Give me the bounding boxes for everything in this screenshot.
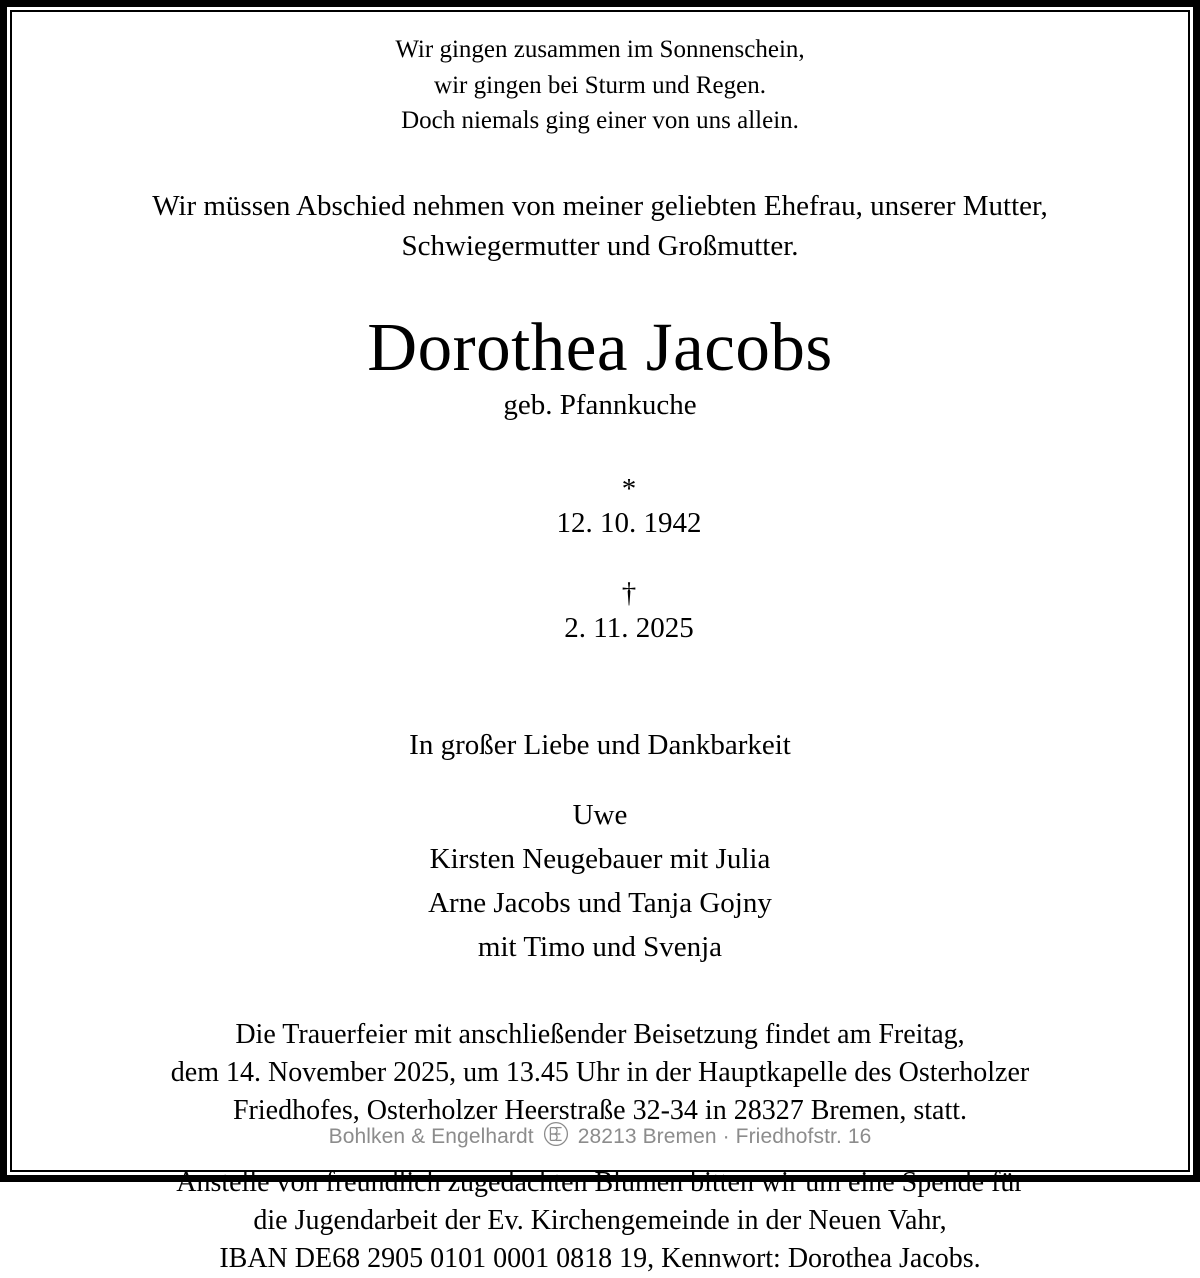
donation-line: IBAN DE68 2905 0101 0001 0818 19, Kennwort: Dorothea Jacobs. — [219, 1242, 981, 1274]
funeral-home-address: 28213 Bremen · Friedhofstr. 16 — [577, 1125, 872, 1148]
farewell-statement — [28, 186, 1172, 266]
service-details — [28, 1016, 1172, 1130]
survivor-line: Arne Jacobs und Tanja Gojny — [428, 887, 772, 920]
farewell-line: Schwiegermutter und Großmutter. — [401, 229, 799, 262]
funeral-home-footer — [7, 1121, 1193, 1153]
service-line: Die Trauerfeier mit anschließender Beisetzung findet am Freitag, — [235, 1018, 965, 1050]
dedication-line: In großer Liebe und Dankbarkeit — [409, 729, 791, 762]
donation-line: Anstelle von freundlich zugedachten Blumen bitten wir um eine Spende für — [176, 1166, 1024, 1198]
poem-line: Wir gingen zusammen im Sonnenschein, — [395, 36, 805, 63]
survivor-line: Uwe — [572, 799, 628, 832]
poem-block — [28, 32, 1172, 139]
survivors-block — [28, 793, 1172, 969]
deceased-name: Dorothea Jacobs — [367, 308, 833, 385]
survivor-line: Kirsten Neugebauer mit Julia — [429, 843, 771, 876]
poem-line: wir gingen bei Sturm und Regen. — [434, 71, 766, 99]
birth-date: 12. 10. 1942 — [556, 507, 702, 540]
maiden-name: geb. Pfannkuche — [503, 389, 697, 422]
death-dagger-icon: † — [621, 577, 637, 610]
funeral-home-name: Bohlken & Engelhardt — [328, 1125, 534, 1148]
service-line: dem 14. November 2025, um 13.45 Uhr in der Hauptkapelle des Osterholzer — [170, 1056, 1030, 1088]
be-monogram-circle-icon — [543, 1121, 569, 1153]
poem-line: Doch niemals ging einer von uns allein. — [401, 107, 799, 134]
death-date: 2. 11. 2025 — [564, 611, 694, 644]
survivor-line: mit Timo und Svenja — [477, 931, 723, 964]
birth-star-icon: * — [621, 472, 637, 505]
donation-line: die Jugendarbeit der Ev. Kirchengemeinde in der Neuen Vahr, — [253, 1204, 947, 1236]
service-line: Friedhofes, Osterholzer Heerstraße 32-34 in 28327 Bremen, statt. — [232, 1094, 967, 1126]
life-dates — [28, 437, 1172, 681]
deceased-name-block — [28, 310, 1172, 681]
notice-content — [10, 10, 1190, 1274]
donation-request — [28, 1164, 1172, 1278]
farewell-line: Wir müssen Abschied nehmen von meiner geliebten Ehefrau, unserer Mutter, — [152, 189, 1048, 222]
